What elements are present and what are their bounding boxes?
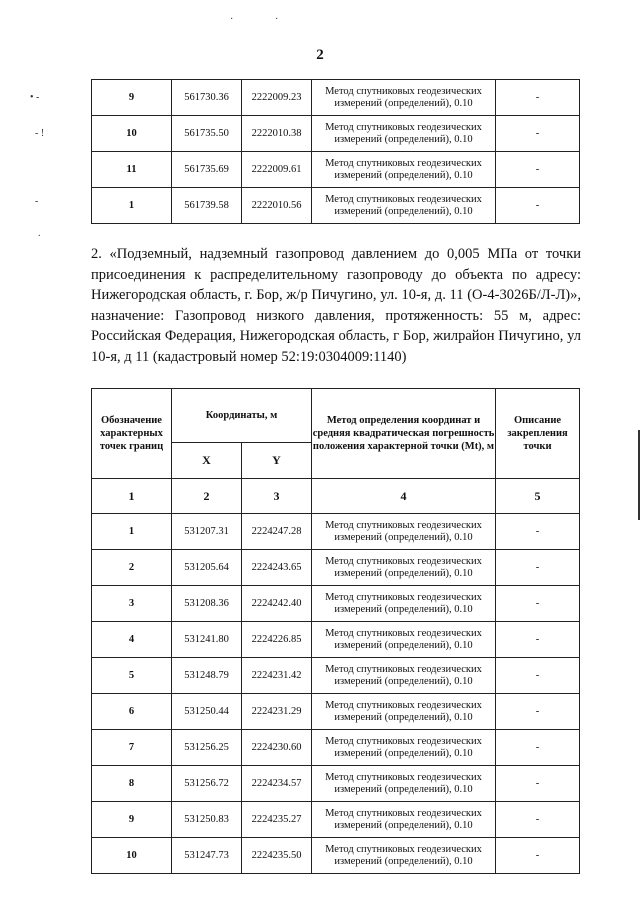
x-coordinate: 561735.69 xyxy=(172,152,242,188)
column-index: 1 xyxy=(92,479,172,514)
description-cell: - xyxy=(496,658,580,694)
point-number: 10 xyxy=(92,838,172,874)
description-cell: - xyxy=(496,550,580,586)
description-cell: - xyxy=(496,116,580,152)
y-coordinate: 2224242.40 xyxy=(242,586,312,622)
column-index: 2 xyxy=(172,479,242,514)
description-cell: - xyxy=(496,838,580,874)
x-coordinate: 531256.72 xyxy=(172,766,242,802)
y-coordinate: 2222010.38 xyxy=(242,116,312,152)
table-row xyxy=(92,694,580,730)
x-coordinate: 531208.36 xyxy=(172,586,242,622)
y-coordinate: 2222009.61 xyxy=(242,152,312,188)
object-description-paragraph: 2. «Подземный, надземный газопровод давлением до 0,005 МПа от точки присоединения к распределительному газопроводу до объекта по адресу: Нижегородская область, г. Бор, ж/р Пичугино, ул. 10-я, д. 11 (О-4-3026Б/Л-Л)», назначение: Газопровод низкого давления, протяженность: 55 м, адрес: Российская Федерация, Нижегородская область, г Бор, жилрайон Пичугино, ул 10-я, д 11 (кадастровый номер 52:19:0304009:1140) xyxy=(91,246,581,365)
description-cell: - xyxy=(496,802,580,838)
x-coordinate: 561735.50 xyxy=(172,116,242,152)
x-coordinate: 531207.31 xyxy=(172,514,242,550)
y-coordinate: 2222009.23 xyxy=(242,80,312,116)
method-cell: Метод спутниковых геодезических измерений (определений), 0.10 xyxy=(312,550,496,586)
point-number: 1 xyxy=(92,188,172,224)
point-number: 8 xyxy=(92,766,172,802)
table-row xyxy=(92,80,580,116)
x-coordinate: 531247.73 xyxy=(172,838,242,874)
scan-artifact: • - xyxy=(30,92,40,103)
method-cell: Метод спутниковых геодезических измерений (определений), 0.10 xyxy=(312,80,496,116)
y-coordinate: 2224230.60 xyxy=(242,730,312,766)
table-row xyxy=(92,802,580,838)
table-row xyxy=(92,188,580,224)
header-method: Метод определения координат и средняя квадратическая погрешность положения характерной точки (Mt), м xyxy=(312,389,496,479)
x-coordinate: 531248.79 xyxy=(172,658,242,694)
description-cell: - xyxy=(496,586,580,622)
table-row xyxy=(92,514,580,550)
method-cell: Метод спутниковых геодезических измерений (определений), 0.10 xyxy=(312,658,496,694)
x-coordinate: 531205.64 xyxy=(172,550,242,586)
y-coordinate: 2224231.29 xyxy=(242,694,312,730)
scan-artifact: · xyxy=(275,14,279,25)
coordinates-table-continued xyxy=(91,79,580,224)
x-coordinate: 531250.83 xyxy=(172,802,242,838)
table-row xyxy=(92,152,580,188)
method-cell: Метод спутниковых геодезических измерений (определений), 0.10 xyxy=(312,116,496,152)
table-row xyxy=(92,586,580,622)
point-number: 7 xyxy=(92,730,172,766)
method-cell: Метод спутниковых геодезических измерений (определений), 0.10 xyxy=(312,694,496,730)
method-cell: Метод спутниковых геодезических измерений (определений), 0.10 xyxy=(312,622,496,658)
table-row xyxy=(92,838,580,874)
header-coordinates: Координаты, м xyxy=(172,389,312,443)
header-description: Описание закрепления точки xyxy=(496,389,580,479)
header-y: Y xyxy=(242,443,312,479)
point-number: 9 xyxy=(92,802,172,838)
table-row xyxy=(92,730,580,766)
description-cell: - xyxy=(496,80,580,116)
scan-artifact: · xyxy=(230,14,234,25)
x-coordinate: 531256.25 xyxy=(172,730,242,766)
description-cell: - xyxy=(496,766,580,802)
description-cell: - xyxy=(496,188,580,224)
y-coordinate: 2224247.28 xyxy=(242,514,312,550)
point-number: 9 xyxy=(92,80,172,116)
point-number: 1 xyxy=(92,514,172,550)
header-x: X xyxy=(172,443,242,479)
y-coordinate: 2224231.42 xyxy=(242,658,312,694)
method-cell: Метод спутниковых геодезических измерений (определений), 0.10 xyxy=(312,802,496,838)
table-row xyxy=(92,766,580,802)
coordinates-table xyxy=(91,388,580,874)
x-coordinate: 561739.58 xyxy=(172,188,242,224)
x-coordinate: 531250.44 xyxy=(172,694,242,730)
point-number: 3 xyxy=(92,586,172,622)
method-cell: Метод спутниковых геодезических измерений (определений), 0.10 xyxy=(312,586,496,622)
point-number: 2 xyxy=(92,550,172,586)
description-cell: - xyxy=(496,514,580,550)
description-cell: - xyxy=(496,622,580,658)
description-cell: - xyxy=(496,152,580,188)
scan-artifact: - ! xyxy=(35,128,45,139)
y-coordinate: 2222010.56 xyxy=(242,188,312,224)
method-cell: Метод спутниковых геодезических измерений (определений), 0.10 xyxy=(312,514,496,550)
description-cell: - xyxy=(496,694,580,730)
scan-artifact: . xyxy=(38,228,41,239)
column-index: 5 xyxy=(496,479,580,514)
table-row xyxy=(92,622,580,658)
method-cell: Метод спутниковых геодезических измерений (определений), 0.10 xyxy=(312,838,496,874)
point-number: 5 xyxy=(92,658,172,694)
point-number: 6 xyxy=(92,694,172,730)
page-number: 2 xyxy=(316,47,324,63)
method-cell: Метод спутниковых геодезических измерений (определений), 0.10 xyxy=(312,188,496,224)
column-index: 3 xyxy=(242,479,312,514)
method-cell: Метод спутниковых геодезических измерений (определений), 0.10 xyxy=(312,766,496,802)
x-coordinate: 531241.80 xyxy=(172,622,242,658)
y-coordinate: 2224226.85 xyxy=(242,622,312,658)
y-coordinate: 2224235.27 xyxy=(242,802,312,838)
table-row xyxy=(92,116,580,152)
point-number: 4 xyxy=(92,622,172,658)
y-coordinate: 2224243.65 xyxy=(242,550,312,586)
scan-artifact: - xyxy=(35,196,39,207)
method-cell: Метод спутниковых геодезических измерений (определений), 0.10 xyxy=(312,730,496,766)
table-row xyxy=(92,658,580,694)
method-cell: Метод спутниковых геодезических измерений (определений), 0.10 xyxy=(312,152,496,188)
column-index: 4 xyxy=(312,479,496,514)
table-row xyxy=(92,550,580,586)
y-coordinate: 2224235.50 xyxy=(242,838,312,874)
x-coordinate: 561730.36 xyxy=(172,80,242,116)
y-coordinate: 2224234.57 xyxy=(242,766,312,802)
point-number: 11 xyxy=(92,152,172,188)
point-number: 10 xyxy=(92,116,172,152)
description-cell: - xyxy=(496,730,580,766)
header-point-designation: Обозначение характерных точек границ xyxy=(92,389,172,479)
